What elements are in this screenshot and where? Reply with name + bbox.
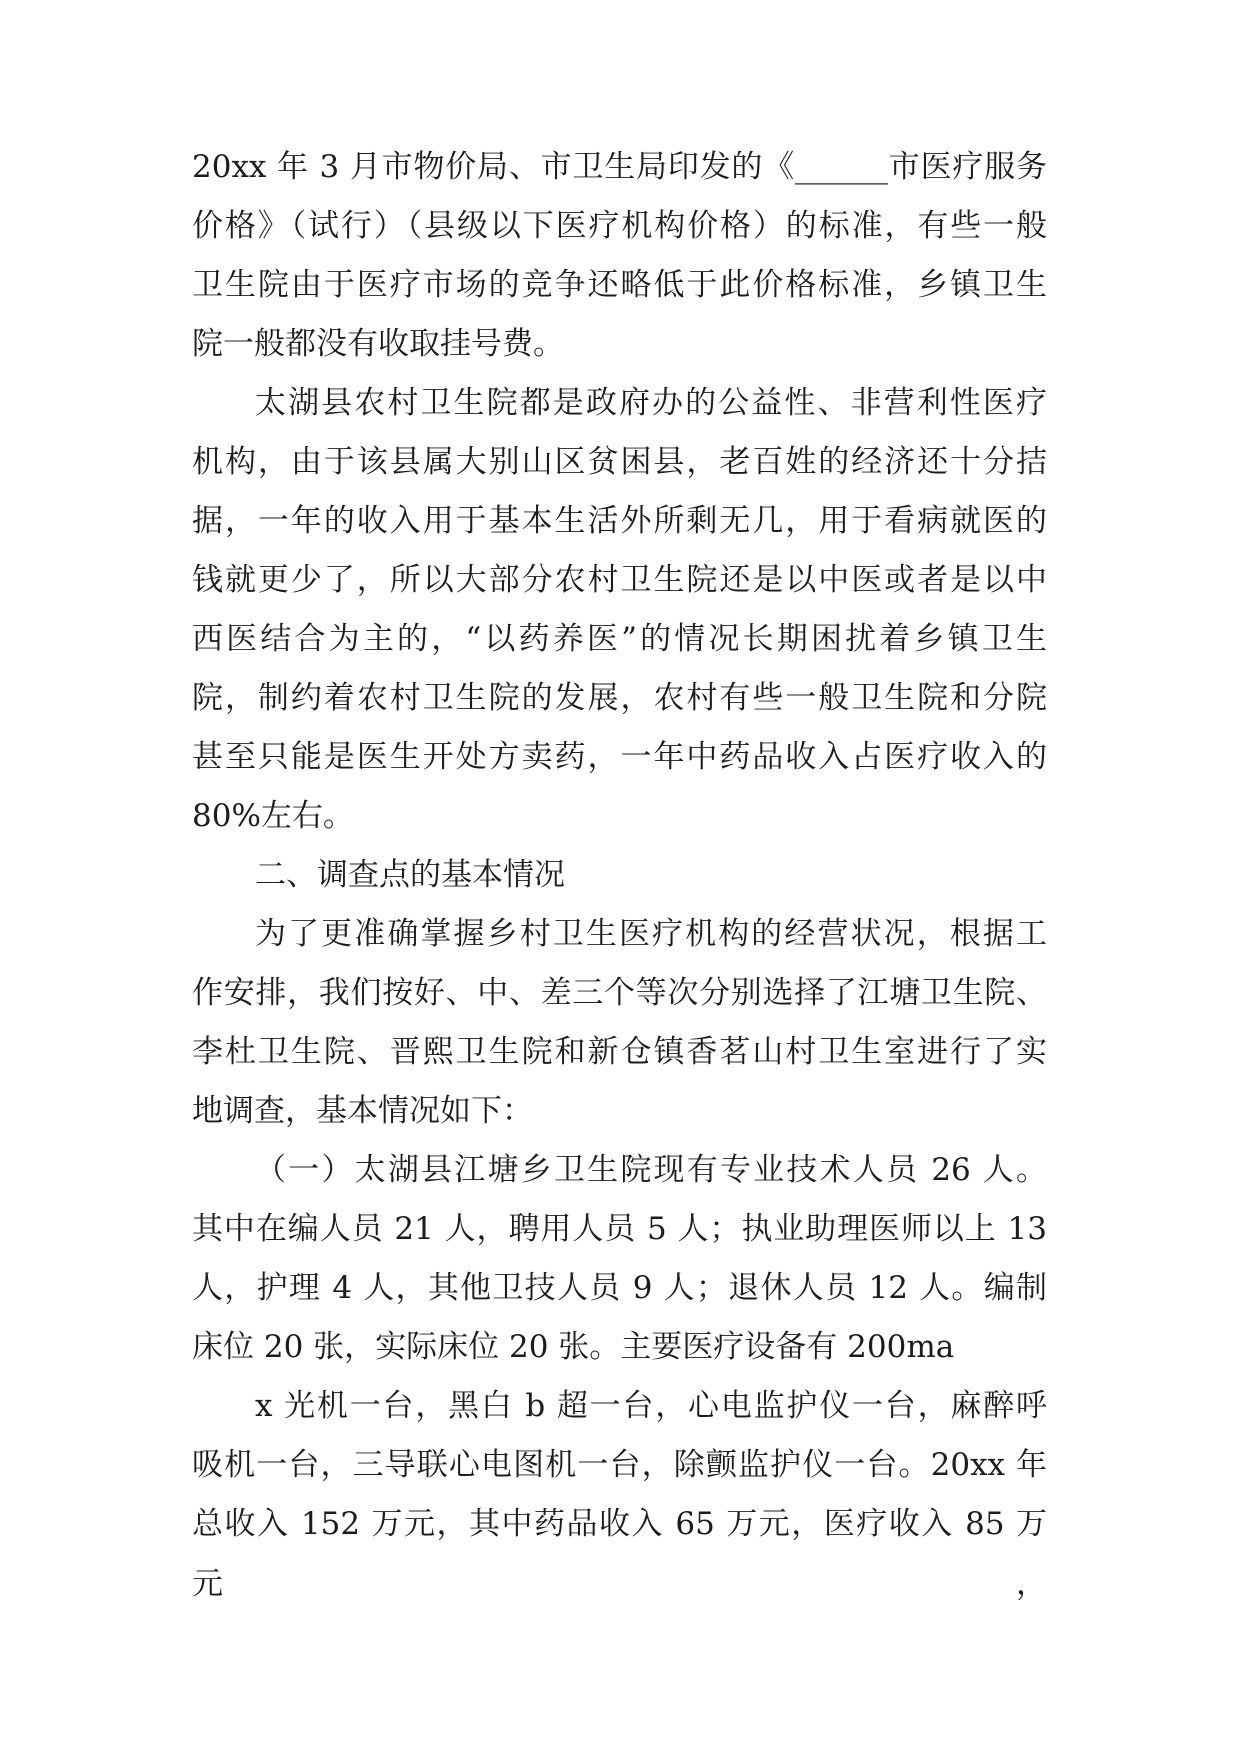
text-line-5: 太湖县农村卫生院都是政府办的公益性、非营利性医疗	[255, 385, 1047, 421]
text-line-16: 李杜卫生院、晋熙卫生院和新仓镇香茗山村卫生室进行了实	[192, 1034, 1047, 1070]
text-line-17: 地调查，基本情况如下：	[192, 1093, 533, 1129]
text-line-18: （一）太湖县江塘乡卫生院现有专业技术人员 26 人。	[255, 1152, 1047, 1188]
text-line-1: 20xx 年 3 月市物价局、市卫生局印发的《______市医疗服务	[192, 149, 1047, 185]
text-line-11: 甚至只能是医生开处方卖药，一年中药品收入占医疗收入的	[192, 739, 1047, 775]
text-line-24: 总收入 152 万元，其中药品收入 65 万元，医疗收入 85 万元，	[192, 1506, 1047, 1602]
text-line-8: 钱就更少了，所以大部分农村卫生院还是以中医或者是以中	[192, 562, 1047, 598]
text-line-6: 机构，由于该县属大别山区贫困县，老百姓的经济还十分拮	[192, 444, 1047, 480]
text-line-22: x 光机一台，黑白 b 超一台，心电监护仪一台，麻醉呼	[255, 1388, 1047, 1424]
text-line-23: 吸机一台，三导联心电图机一台，除颤监护仪一台。20xx 年	[192, 1447, 1047, 1483]
text-line-4: 院一般都没有收取挂号费。	[192, 326, 564, 362]
text-line-12: 80%左右。	[192, 798, 354, 834]
text-line-9: 西医结合为主的，“以药养医”的情况长期困扰着乡镇卫生	[192, 621, 1047, 657]
text-line-21: 床位 20 张，实际床位 20 张。主要医疗设备有 200ma	[192, 1329, 955, 1365]
text-line-19: 其中在编人员 21 人，聘用人员 5 人；执业助理医师以上 13	[192, 1211, 1047, 1247]
text-line-20: 人，护理 4 人，其他卫技人员 9 人；退休人员 12 人。编制	[192, 1270, 1047, 1306]
text-line-15: 作安排，我们按好、中、差三个等次分别选择了江塘卫生院、	[192, 975, 1047, 1011]
text-line-3: 卫生院由于医疗市场的竞争还略低于此价格标准，乡镇卫生	[192, 267, 1047, 303]
text-line-2: 价格》（试行）（县级以下医疗机构价格）的标准，有些一般	[192, 208, 1047, 244]
section-heading: 二、调查点的基本情况	[255, 857, 565, 893]
text-line-14: 为了更准确掌握乡村卫生医疗机构的经营状况，根据工	[255, 916, 1047, 952]
text-line-10: 院，制约着农村卫生院的发展，农村有些一般卫生院和分院	[192, 680, 1047, 716]
text-line-7: 据，一年的收入用于基本生活外所剩无几，用于看病就医的	[192, 503, 1047, 539]
